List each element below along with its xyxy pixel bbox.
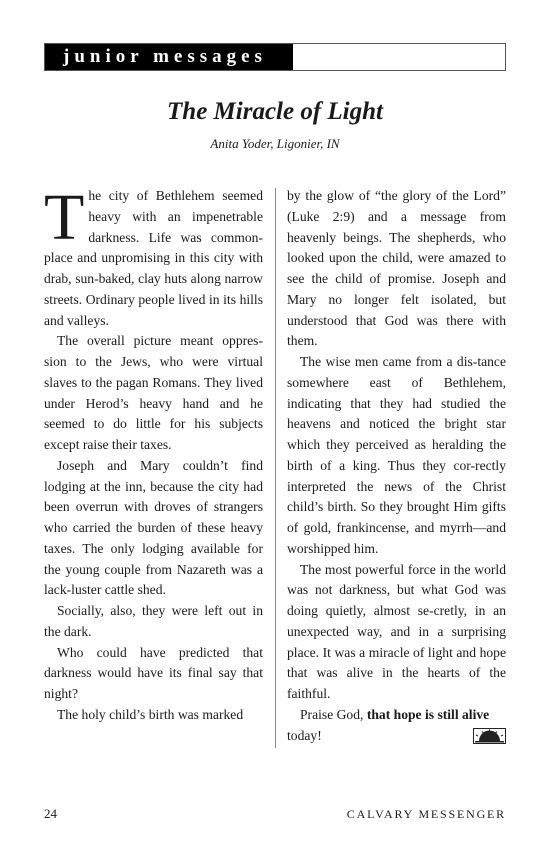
left-column bbox=[44, 181, 263, 726]
paragraph: The overall picture meant oppres-sion to the Jews, who were virtual slaves to the pagan Romans. They lived under Herod’s heavy hand and he seemed to do little for his subjects except raise their taxes. bbox=[44, 333, 263, 452]
drop-cap: T bbox=[44, 181, 85, 254]
paragraph: Joseph and Mary couldn’t find lodging at the inn, because the city had been overrun with droves of strangers who carried the burden of these heavy taxes. The only lodging available for the young couple from Nazareth was a lack-luster cattle shed. bbox=[44, 457, 263, 598]
section-header bbox=[44, 43, 506, 71]
right-column bbox=[287, 186, 506, 746]
paragraph: The most powerful force in the world was not darkness, but what God was doing quietly, almost se-cretly, in an unexpected way, and in a surprising place. It was a miracle of light and hope that was alive in the hearts of the faithful. bbox=[287, 561, 506, 701]
paragraph bbox=[44, 181, 263, 331]
page-number: 24 bbox=[44, 806, 57, 821]
emphasis-text: that hope is still alive bbox=[366, 706, 490, 722]
paragraph: The wise men came from a dis-tance somewhere east of Bethlehem, indicating that they had studied the heavens and noticed the bright star which they perceived as heralding the birth of a king. Thus they cor-rectly interpreted the news of the Christ child’s birth. So they brought Him gifts of gold, frankincense, and myrrh—and worshipped him. bbox=[287, 354, 506, 556]
paragraph: Socially, also, they were left out in the dark. bbox=[44, 603, 263, 639]
paragraph-text: he city of Bethlehem seemed heavy with an impenetrable darkness. Life was common-place and unpromising in this city with drab, sun-baked, clay huts along narrow streets. Ordinary people lived in its hills and valleys. bbox=[44, 188, 263, 328]
section-label: junior messages bbox=[45, 44, 293, 70]
column-divider bbox=[275, 188, 276, 748]
publication-name: CALVARY MESSENGER bbox=[346, 807, 506, 821]
paragraph-text: today! bbox=[287, 727, 322, 743]
article-title: The Miracle of Light bbox=[167, 98, 383, 125]
paragraph: The holy child’s birth was marked bbox=[57, 706, 244, 722]
paragraph: Who could have predicted that darkness would have its final say that night? bbox=[44, 644, 263, 701]
article-byline: Anita Yoder, Ligonier, IN bbox=[210, 136, 340, 151]
sunrise-ornament-icon bbox=[473, 728, 506, 744]
paragraph-text: Praise God, bbox=[300, 706, 367, 722]
paragraph: by the glow of “the glory of the Lord” (Luke 2:9) and a message from heavenly beings. The shepherds, who looked upon the child, were amazed to see the child of promise. Joseph and Mary no longer felt isolated, but understood that God was there with them. bbox=[287, 188, 506, 349]
